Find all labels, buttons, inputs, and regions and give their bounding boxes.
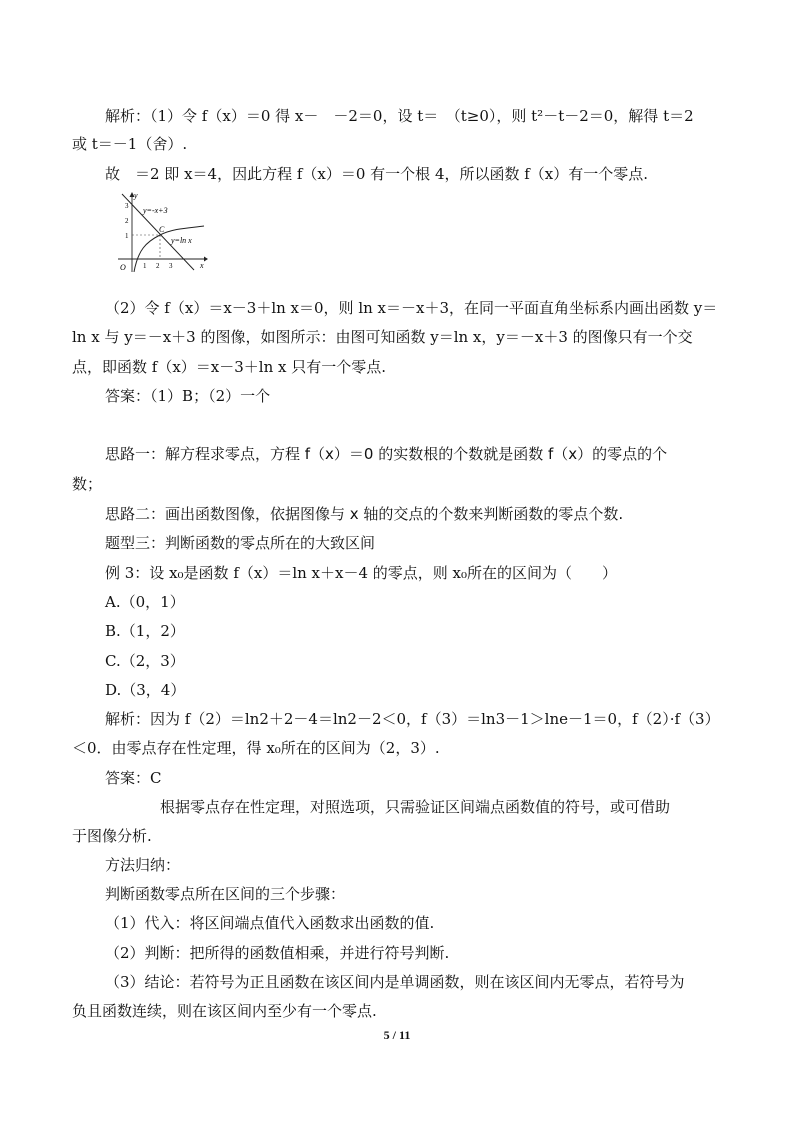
type3-heading: 题型三：判断函数的零点所在的大致区间: [105, 534, 376, 552]
method-step-3-line-1: （3）结论：若符号为正且函数在该区间内是单调函数，则在该区间内无零点，若符号为: [105, 973, 685, 991]
y-tick-1: 1: [125, 232, 129, 240]
option-b: B.（1，2）: [105, 622, 185, 640]
method-step-1: （1）代入：将区间端点值代入函数求出函数的值.: [105, 914, 435, 932]
intersection-label: C: [159, 225, 165, 234]
function-graph: [112, 190, 208, 272]
example3-answer: 答案：C: [105, 769, 162, 787]
analysis-line-1: 解析：（1）令 f（x）＝0 得 x－ －2＝0，设 t＝ （t≥0），则 t²－t－2＝0，解得 t＝2: [105, 107, 694, 125]
x-tick-2: 2: [156, 262, 160, 270]
example3-analysis-line-2: ＜0．由零点存在性定理，得 x₀所在的区间为（2，3）.: [72, 739, 440, 757]
x-tick-1: 1: [143, 262, 147, 270]
origin-label: O: [120, 263, 126, 272]
analysis-line-3: 故 ＝2 即 x＝4，因此方程 f（x）＝0 有一个根 4，所以函数 f（x）有一个零点.: [105, 165, 649, 183]
part2-line-2: ln x 与 y＝－x＋3 的图像，如图所示：由图可知函数 y＝ln x，y＝－x＋3 的图像只有一个交: [72, 328, 693, 346]
part2-line-1: （2）令 f（x）＝x－3＋ln x＝0，则 ln x＝－x＋3，在同一平面直角坐标系内画出函数 y＝: [105, 299, 718, 317]
method-intro: 判断函数零点所在区间的三个步骤：: [105, 885, 346, 903]
idea1-line-2: 数；: [72, 475, 103, 493]
x-axis-label: x: [200, 261, 204, 270]
option-d: D.（3，4）: [105, 681, 186, 699]
idea2: 思路二：画出函数图像，依据图像与 x 轴的交点的个数来判断函数的零点个数.: [105, 505, 624, 523]
option-a: A.（0，1）: [105, 593, 185, 611]
analysis-line-2: 或 t＝－1（舍）.: [72, 135, 188, 153]
page-number: 5 / 11: [383, 1028, 411, 1042]
part2-line-3: 点，即函数 f（x）＝x－3＋ln x 只有一个零点.: [72, 358, 387, 376]
example3-analysis-line-1: 解析：因为 f（2）＝ln2＋2－4＝ln2－2＜0，f（3）＝ln3－1＞lne－1＝0，f（2）·f（3）: [105, 710, 720, 728]
y-tick-2: 2: [125, 217, 129, 225]
example3-note-line-1: 根据零点存在性定理，对照选项，只需验证区间端点函数值的符号，或可借助: [160, 798, 671, 816]
method-step-2: （2）判断：把所得的函数值相乘，并进行符号判断.: [105, 944, 450, 962]
example3-question: 例 3：设 x₀是函数 f（x）＝ln x＋x－4 的零点，则 x₀所在的区间为（ ）: [105, 564, 618, 582]
part2-answer: 答案：（1）B；（2）一个: [105, 387, 271, 405]
idea1-line-1: 思路一：解方程求零点，方程 f（x）＝0 的实数根的个数就是函数 f（x）的零点的个: [105, 445, 668, 463]
y-axis-label: y: [134, 191, 138, 200]
curve-label: y=ln x: [171, 236, 192, 245]
method-step-3-line-2: 负且函数连续，则在该区间内至少有一个零点.: [72, 1002, 377, 1020]
x-axis-arrow: [204, 257, 208, 262]
example3-note-line-2: 于图像分析.: [72, 827, 152, 845]
y-tick-3: 3: [125, 202, 129, 210]
line-label: y=-x+3: [143, 206, 168, 215]
option-c: C.（2，3）: [105, 652, 185, 670]
method-title: 方法归纳：: [105, 856, 181, 874]
x-tick-3: 3: [169, 262, 173, 270]
